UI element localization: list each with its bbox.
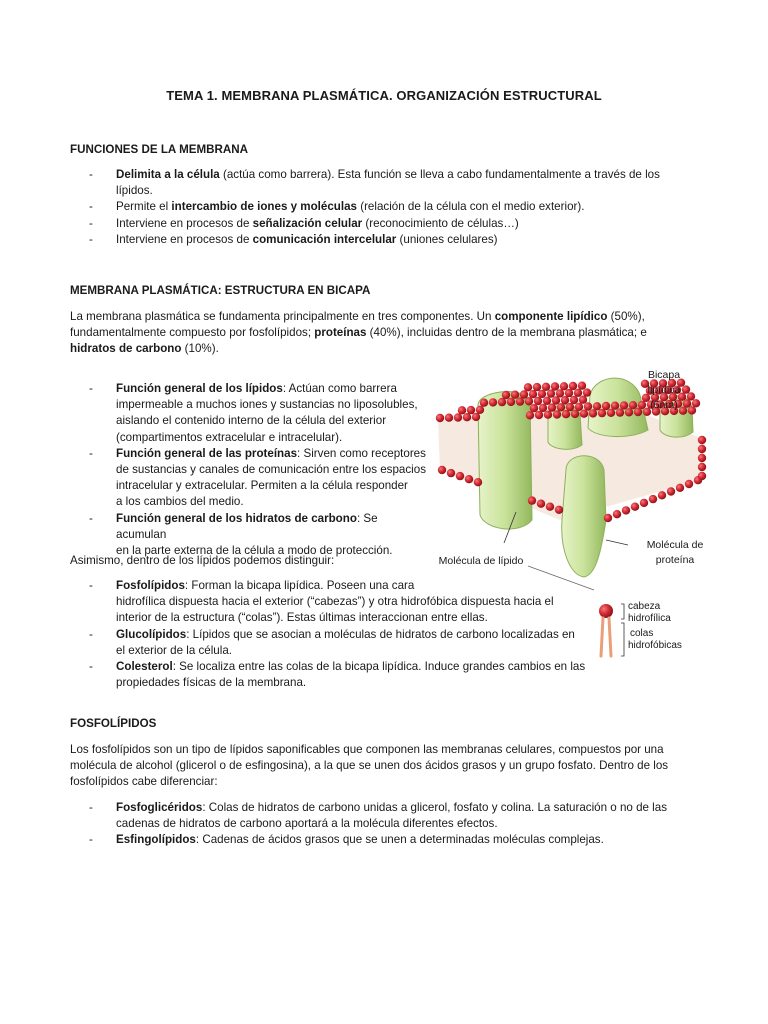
lipid-head <box>599 604 613 618</box>
lipid-head-sphere <box>436 414 444 422</box>
lipid-head-sphere <box>683 399 691 407</box>
lipid-head-sphere <box>456 472 464 480</box>
asimismo-text: Asimismo, dentro de los lípidos podemos distinguir: <box>70 554 335 567</box>
bicapa-intro: La membrana plasmática se fundamenta principalmente en tres componentes. Un componente lipídico (50%), fundamentalmente compuesto por fosfolípidos; proteínas (40%), incluidas dentro de la membrana plasmática; e hidratos de carbono (10%). <box>70 310 647 356</box>
lipid-head-sphere <box>528 496 536 504</box>
list-item: - Interviene en procesos de comunicación intercelular (uniones celulares) <box>89 232 498 246</box>
lipid-head-sphere <box>570 396 578 404</box>
label-bicapa-1: Bicapa <box>647 369 681 381</box>
lipid-head-sphere <box>438 466 446 474</box>
lipid-head-sphere <box>511 391 519 399</box>
list-item: - Fosfolípidos: Forman la bicapa lipídica. Poseen una cara hidrofílica dispuesta hacia el exterior (“cabezas”) y otra hidrofóbica dispuesta hacia el interior de la estructura (“colas”). Estas últimas interaccionan entre ellas. <box>89 579 554 625</box>
lipid-head-sphere <box>463 413 471 421</box>
lipid-head-sphere <box>566 403 574 411</box>
list-item: - Función general de los lípidos: Actúan como barrera impermeable a muchos iones y sustancias no liposolubles, aislando el contenido interno de la célula del exterior (compartimentos extracelular e intracelular). <box>89 382 418 444</box>
label-proteina-2: proteína <box>655 554 695 566</box>
lipid-head-sphere <box>553 410 561 418</box>
lipid-head-sphere <box>447 469 455 477</box>
lipid-head-sphere <box>569 382 577 390</box>
lipid-head-sphere <box>565 389 573 397</box>
lipid-head-sphere <box>556 389 564 397</box>
lipid-head-sphere <box>593 402 601 410</box>
lipid-head-sphere <box>584 402 592 410</box>
protein-left <box>478 392 532 530</box>
heading-bicapa: MEMBRANA PLASMÁTICA: ESTRUCTURA EN BICAPA <box>70 284 371 297</box>
heading-fosfolipidos: FOSFOLÍPIDOS <box>70 717 157 730</box>
lipid-head-sphere <box>589 409 597 417</box>
list-item: - Delimita a la célula (actúa como barrera). Esta función se lleva a cabo fundamentalmente a través de los lípidos. <box>89 168 660 198</box>
lipid-head-sphere <box>571 410 579 418</box>
lipid-head-sphere <box>543 397 551 405</box>
lipid-head-sphere <box>562 410 570 418</box>
lipid-head-sphere <box>579 396 587 404</box>
lipid-head-sphere <box>529 390 537 398</box>
label-bicapa-2: lipídica <box>647 384 681 396</box>
lipid-head-sphere <box>607 409 615 417</box>
lipid-head-sphere <box>575 403 583 411</box>
lipid-tail-right <box>609 618 611 656</box>
lipid-head-sphere <box>631 503 639 511</box>
label-bicapa-3: (5nm) <box>650 399 678 411</box>
lipid-head-sphere <box>667 487 675 495</box>
lipid-head-sphere <box>524 383 532 391</box>
lipid-head-sphere <box>620 401 628 409</box>
lipid-head-sphere <box>698 445 706 453</box>
label-lipido: Molécula de lípido <box>438 555 524 567</box>
lipid-head-sphere <box>687 392 695 400</box>
lipid-head-sphere <box>580 410 588 418</box>
lipid-head-sphere <box>535 411 543 419</box>
list-item: - Permite el intercambio de iones y moléculas (relación de la célula con el medio exterior). <box>89 200 585 214</box>
lipid-head-sphere <box>574 389 582 397</box>
list-item: - Interviene en procesos de señalización celular (reconocimiento de células…) <box>89 216 519 230</box>
lipid-head-sphere <box>552 396 560 404</box>
page-title: TEMA 1. MEMBRANA PLASMÁTICA. ORGANIZACIÓN ESTRUCTURAL <box>166 88 602 103</box>
lipid-head-sphere <box>634 408 642 416</box>
lipid-head-sphere <box>698 436 706 444</box>
lipid-head-sphere <box>698 463 706 471</box>
lipid-head-sphere <box>547 389 555 397</box>
lipid-head-sphere <box>546 503 554 511</box>
lipid-head-sphere <box>476 406 484 414</box>
label-colas-2: hidrofóbicas <box>628 640 682 651</box>
bracket-cabeza <box>621 604 624 619</box>
lipid-head-sphere <box>658 491 666 499</box>
lipid-head-sphere <box>616 408 624 416</box>
lipid-head-sphere <box>613 510 621 518</box>
list-item: - Fosfoglicéridos: Colas de hidratos de carbono unidas a glicerol, fosfato y colina. La saturación o no de las cadenas de hidratos de carbono aportará a la molécula diferentes efectos. <box>89 801 668 831</box>
lipid-head-sphere <box>533 383 541 391</box>
lipid-head-sphere <box>578 382 586 390</box>
lipid-head-sphere <box>467 406 475 414</box>
lipid-head-sphere <box>698 454 706 462</box>
label-colas-1: colas <box>630 628 654 639</box>
lipid-head-sphere <box>465 475 473 483</box>
lipid-head-sphere <box>502 391 510 399</box>
label-cabeza-1: cabeza <box>628 601 661 612</box>
lipid-head-sphere <box>507 398 515 406</box>
lipid-head-sphere <box>682 385 690 393</box>
lipid-head-sphere <box>516 397 524 405</box>
fosfolipidos-intro: Los fosfolípidos son un tipo de lípidos saponificables que componen las membranas celulares, compuestos por una molécula de alcohol (glicerol o de esfingosina), a la que se unen dos ácidos grasos y un grupo fosfato. Dentro de los fosfolípidos cabe diferenciar: <box>70 743 669 789</box>
lipid-head-sphere <box>598 409 606 417</box>
list-item: - Función general de las proteínas: Sirven como receptores de sustancias y canales de comunicación entre los espacios intracelular y extracelular. Permiten a la célula responder a los cambios del medio. <box>89 446 426 509</box>
lipid-head-sphere <box>649 495 657 503</box>
lipid-head-sphere <box>539 404 547 412</box>
lipid-head-sphere <box>480 399 488 407</box>
lipid-head-sphere <box>489 398 497 406</box>
lipid-head-sphere <box>688 406 696 414</box>
proteina-pointer <box>606 540 628 545</box>
lipid-tail-left <box>601 618 603 656</box>
lipid-head-sphere <box>530 404 538 412</box>
lipid-head-sphere <box>685 480 693 488</box>
lipid-head-sphere <box>498 398 506 406</box>
lipid-head-sphere <box>640 499 648 507</box>
list-item: - Esfingolípidos: Cadenas de ácidos grasos que se unen a determinadas moléculas complejas. <box>89 833 604 847</box>
lipid-head-sphere <box>542 383 550 391</box>
lipid-head-sphere <box>560 382 568 390</box>
list-item: - Glucolípidos: Lípidos que se asocian a moléculas de hidratos de carbono localizadas en el exterior de la célula. <box>89 627 575 657</box>
lipid-head-sphere <box>458 406 466 414</box>
lipid-head-sphere <box>602 402 610 410</box>
lipid-head-sphere <box>698 472 706 480</box>
lipid-head-sphere <box>555 506 563 514</box>
heading-funciones: FUNCIONES DE LA MEMBRANA <box>70 143 248 156</box>
lipid-molecule-diagram <box>599 604 624 656</box>
lipid-head-sphere <box>676 484 684 492</box>
lipid-head-sphere <box>472 413 480 421</box>
lipid-head-sphere <box>445 414 453 422</box>
protein-center-lower <box>562 456 606 577</box>
label-cabeza-2: hidrofílica <box>628 613 671 624</box>
list-item: - Colesterol: Se localiza entre las colas de la bicapa lipídica. Induce grandes cambios en las propiedades físicas de la membrana. <box>89 660 586 690</box>
lipid-head-sphere <box>474 478 482 486</box>
lipid-head-sphere <box>551 382 559 390</box>
lipid-head-sphere <box>544 411 552 419</box>
lipid-head-sphere <box>525 397 533 405</box>
lipid-head-sphere <box>692 399 700 407</box>
lipid-head-sphere <box>583 388 591 396</box>
lipid-head-sphere <box>625 408 633 416</box>
lipid-head-sphere <box>638 401 646 409</box>
lipid-head-sphere <box>604 514 612 522</box>
lipid-head-sphere <box>454 413 462 421</box>
label-proteina-1: Molécula de <box>646 539 704 551</box>
lipid-head-sphere <box>611 402 619 410</box>
lipid-head-sphere <box>622 506 630 514</box>
lipid-head-sphere <box>534 397 542 405</box>
lipid-head-sphere <box>679 407 687 415</box>
lipid-head-sphere <box>629 401 637 409</box>
lipid-head-sphere <box>548 403 556 411</box>
list-item: - Función general de los hidratos de carbono: Se acumulan en la parte externa de la célula a modo de protección. <box>89 511 393 558</box>
lipid-head-sphere <box>557 403 565 411</box>
lipid-head-sphere <box>561 396 569 404</box>
lipid-head-sphere <box>520 390 528 398</box>
bracket-colas <box>621 623 624 656</box>
lipid-head-sphere <box>537 500 545 508</box>
lipid-head-sphere <box>538 390 546 398</box>
lipid-head-sphere <box>526 411 534 419</box>
